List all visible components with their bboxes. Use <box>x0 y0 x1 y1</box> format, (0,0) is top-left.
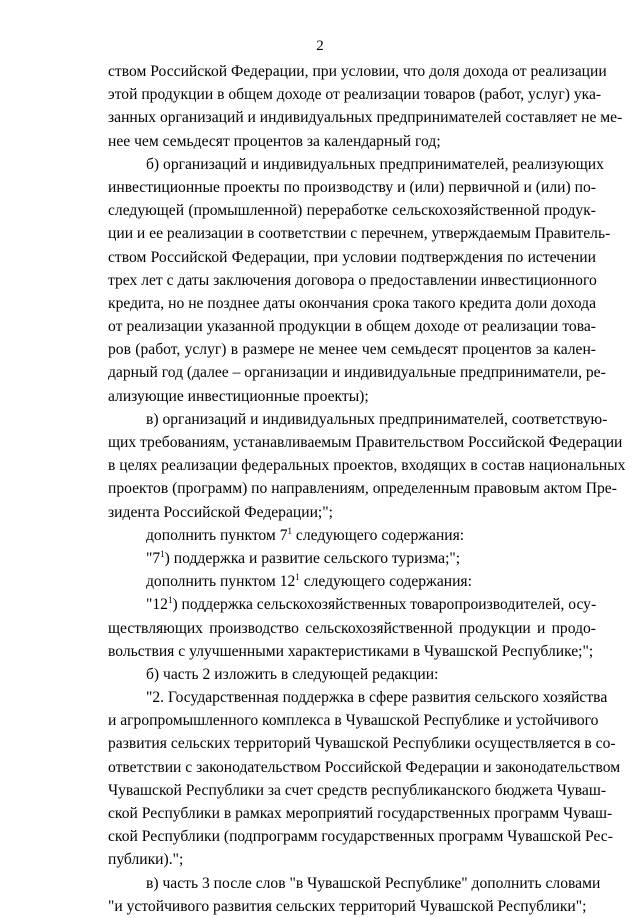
text-fragment: следующего содержания: <box>292 526 465 544</box>
body-text <box>108 60 626 918</box>
text-line: б) часть 2 изложить в следующей редакции: <box>146 665 439 683</box>
text-line: занных организаций и индивидуальных предпринимателей составляет не ме- <box>108 109 623 127</box>
text-line: ров (работ, услуг) в размере не менее чем семьдесят процентов за кален- <box>108 341 596 359</box>
text-line: развития сельских территорий Чувашской Республики осуществляется в со- <box>108 735 616 753</box>
text-line: от реализации указанной продукции в общем доходе от реализации това- <box>108 318 596 336</box>
text-line: дарный год (далее – организации и индивидуальные предприниматели, ре- <box>108 364 606 382</box>
text-line: зидента Российской Федерации;"; <box>108 503 333 521</box>
text-line: публики)."; <box>108 851 184 869</box>
text-line: ответствии с законодательством Российской Федерации и законодательством <box>108 758 621 776</box>
page-number: 2 <box>316 38 324 54</box>
text-line <box>108 593 596 616</box>
superscript: 1 <box>295 572 300 583</box>
superscript: 1 <box>160 548 165 559</box>
text-line: следующей (промышленной) переработке сельскохозяйственной продук- <box>108 202 596 220</box>
text-line: этой продукции в общем доходе от реализации товаров (работ, услуг) ука- <box>108 86 602 104</box>
text-line: ством Российской Федерации, при условии, что доля дохода от реализации <box>108 63 607 80</box>
text-line: вольствия с улучшенными характеристиками в Чувашской Республике;"; <box>108 642 594 660</box>
text-line: ской Республики в рамках мероприятий государственных программ Чуваш- <box>108 805 613 822</box>
text-line: трех лет с даты заключения договора о предоставлении инвестиционного <box>108 271 597 289</box>
text-fragment: дополнить пунктом 12 <box>146 573 296 591</box>
superscript: 1 <box>167 595 173 606</box>
text-line: "и устойчивого развития сельских территорий Чувашской Республики"; <box>108 897 587 915</box>
text-fragment: ) поддержка сельскохозяйственных товаропроизводителей, осу- <box>172 596 597 614</box>
text-line: нее чем семьдесят процентов за календарный год; <box>108 132 441 150</box>
text-line: "2. Государственная поддержка в сфере развития сельского хозяйства <box>146 689 608 707</box>
text-line: ством Российской Федерации, при условии подтверждения по истечении <box>108 248 596 266</box>
text-line <box>108 547 596 570</box>
text-line: кредита, но не позднее даты окончания срока такого кредита доли дохода <box>108 294 596 312</box>
text-line: в целях реализации федеральных проектов, входящих в состав национальных <box>108 457 626 475</box>
text-fragment: следующего содержания: <box>299 573 472 591</box>
superscript: 1 <box>287 525 292 536</box>
text-line: б) организаций и индивидуальных предпринимателей, реализующих <box>146 155 604 173</box>
text-fragment: "12 <box>146 596 168 614</box>
text-line: инвестиционные проекты по производству и (или) первичной и (или) по- <box>108 178 596 196</box>
text-line: проектов (программ) по направлениям, определенным правовым актом Пре- <box>108 480 617 498</box>
text-line: и агропромышленного комплекса в Чувашской Республике и устойчивого <box>108 712 599 730</box>
text-line: ализующие инвестиционные проекты); <box>108 387 369 405</box>
text-line: ской Республики (подпрограмм государственных программ Чувашской Рес- <box>108 828 613 846</box>
text-fragment: "7 <box>146 549 161 567</box>
text-fragment: дополнить пунктом 7 <box>146 526 288 544</box>
text-fragment: ) поддержка и развитие сельского туризма;"; <box>164 549 461 567</box>
text-line: Чувашской Республики за счет средств республиканского бюджета Чуваш- <box>108 781 607 799</box>
text-line: в) часть 3 после слов "в Чувашской Республике" дополнить словами <box>146 874 601 892</box>
text-line <box>108 524 596 547</box>
text-line <box>108 570 596 593</box>
text-line: ции и ее реализации в соответствии с перечнем, утверждаемым Правитель- <box>108 225 611 243</box>
text-line: ществляющих производство сельскохозяйственной продукции и продо- <box>108 619 596 637</box>
text-line: щих требованиям, устанавливаемым Правительством Российской Федерации <box>108 434 623 451</box>
text-line: в) организаций и индивидуальных предпринимателей, соответствую- <box>146 410 608 428</box>
